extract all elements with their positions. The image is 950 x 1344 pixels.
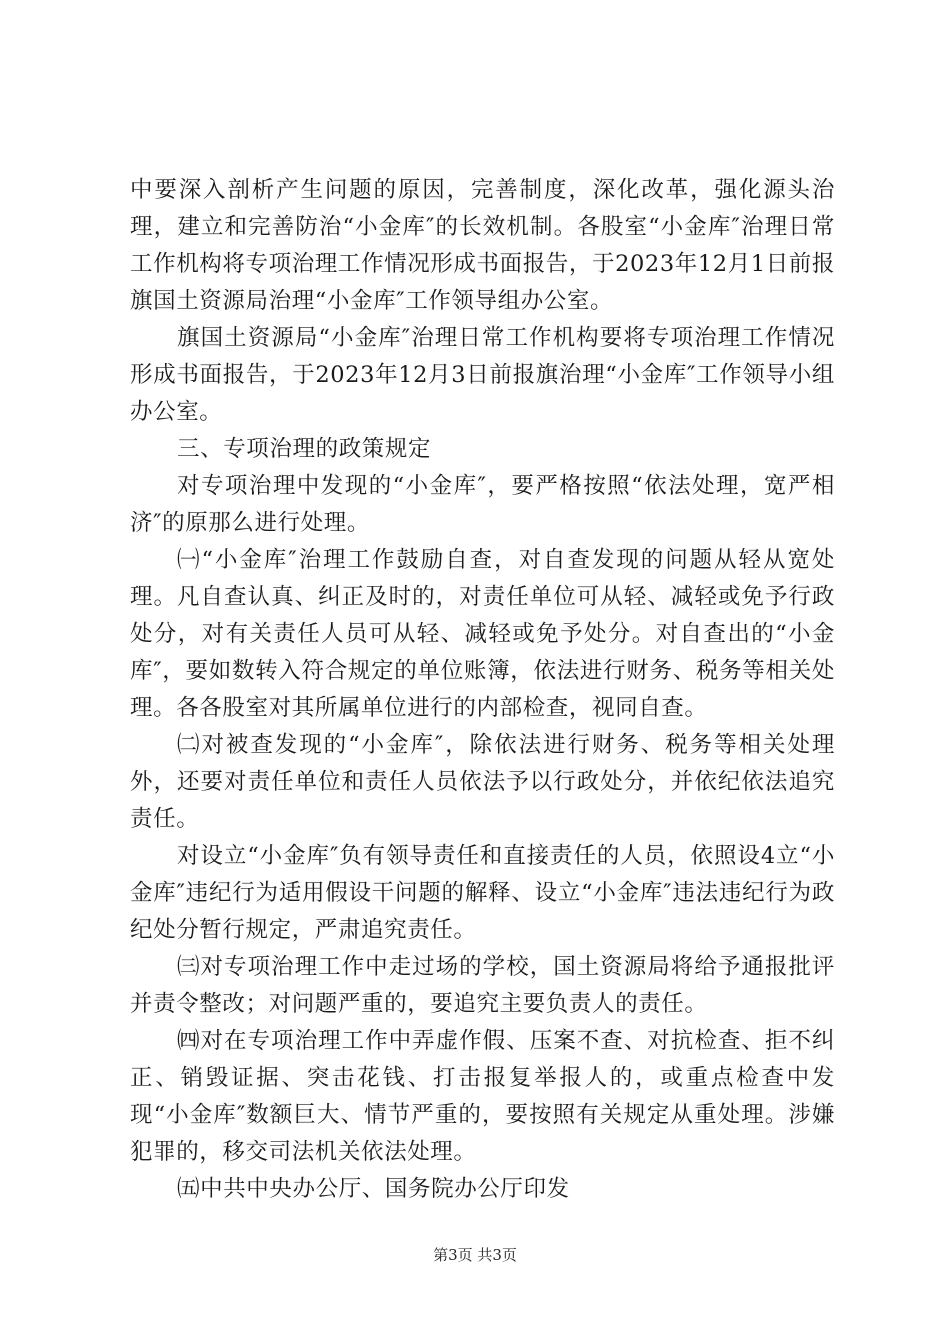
section-heading: 三、专项治理的政策规定 [177, 436, 432, 462]
paragraph-10: ㈤中共中央办公厅、国务院办公厅印发 [177, 1176, 570, 1202]
paragraph-8: ㈢对专项治理工作中走过场的学校，国土资源局将给予通报批评并责令整改；对问题严重的，要追究主要负责人的责任。 [130, 954, 835, 1017]
paragraph-4: 对专项治理中发现的“小金库″，要严格按照“依法处理，宽严相济″的原那么进行处理。 [130, 473, 835, 536]
paragraph-5: ㈠“小金库″治理工作鼓励自查，对自查发现的问题从轻从宽处理。凡自查认真、纠正及时的，对责任单位可从轻、减轻或免予行政处分，对有关责任人员可从轻、减轻或免予处分。对自查出的“小金库″，要如数转入符合规定的单位账簿，依法进行财务、税务等相关处理。各各股室对其所属单位进行的内部检查，视同自查。 [130, 547, 835, 721]
paragraph-2: 旗国土资源局“小金库″治理日常工作机构要将专项治理工作情况形成书面报告，于2023年12月3日前报旗治理“小金库″工作领导小组办公室。 [130, 325, 835, 425]
paragraph-7: 对设立“小金库″负有领导责任和直接责任的人员，依照设4立“小金库″违纪行为适用假设干问题的解释、设立“小金库″违法违纪行为政纪处分暂行规定，严肃追究责任。 [130, 843, 835, 943]
paragraph-9: ㈣对在专项治理工作中弄虚作假、压案不查、对抗检查、拒不纠正、销毁证据、突击花钱、打击报复举报人的，或重点检查中发现“小金库″数额巨大、情节严重的，要按照有关规定从重处理。涉嫌犯罪的，移交司法机关依法处理。 [130, 1028, 835, 1165]
document-body [130, 172, 835, 1208]
paragraph-6: ㈡对被查发现的“小金库″，除依法进行财务、税务等相关处理外，还要对责任单位和责任人员依法予以行政处分，并依纪依法追究责任。 [130, 732, 835, 832]
page-footer: 第3页 共3页 [433, 1246, 517, 1264]
paragraph-1: 中要深入剖析产生问题的原因，完善制度，深化改革，强化源头治理，建立和完善防治“小金库″的长效机制。各股室“小金库″治理日常工作机构将专项治理工作情况形成书面报告，于2023年12月1日前报旗国土资源局治理“小金库″工作领导组办公室。 [130, 177, 836, 314]
